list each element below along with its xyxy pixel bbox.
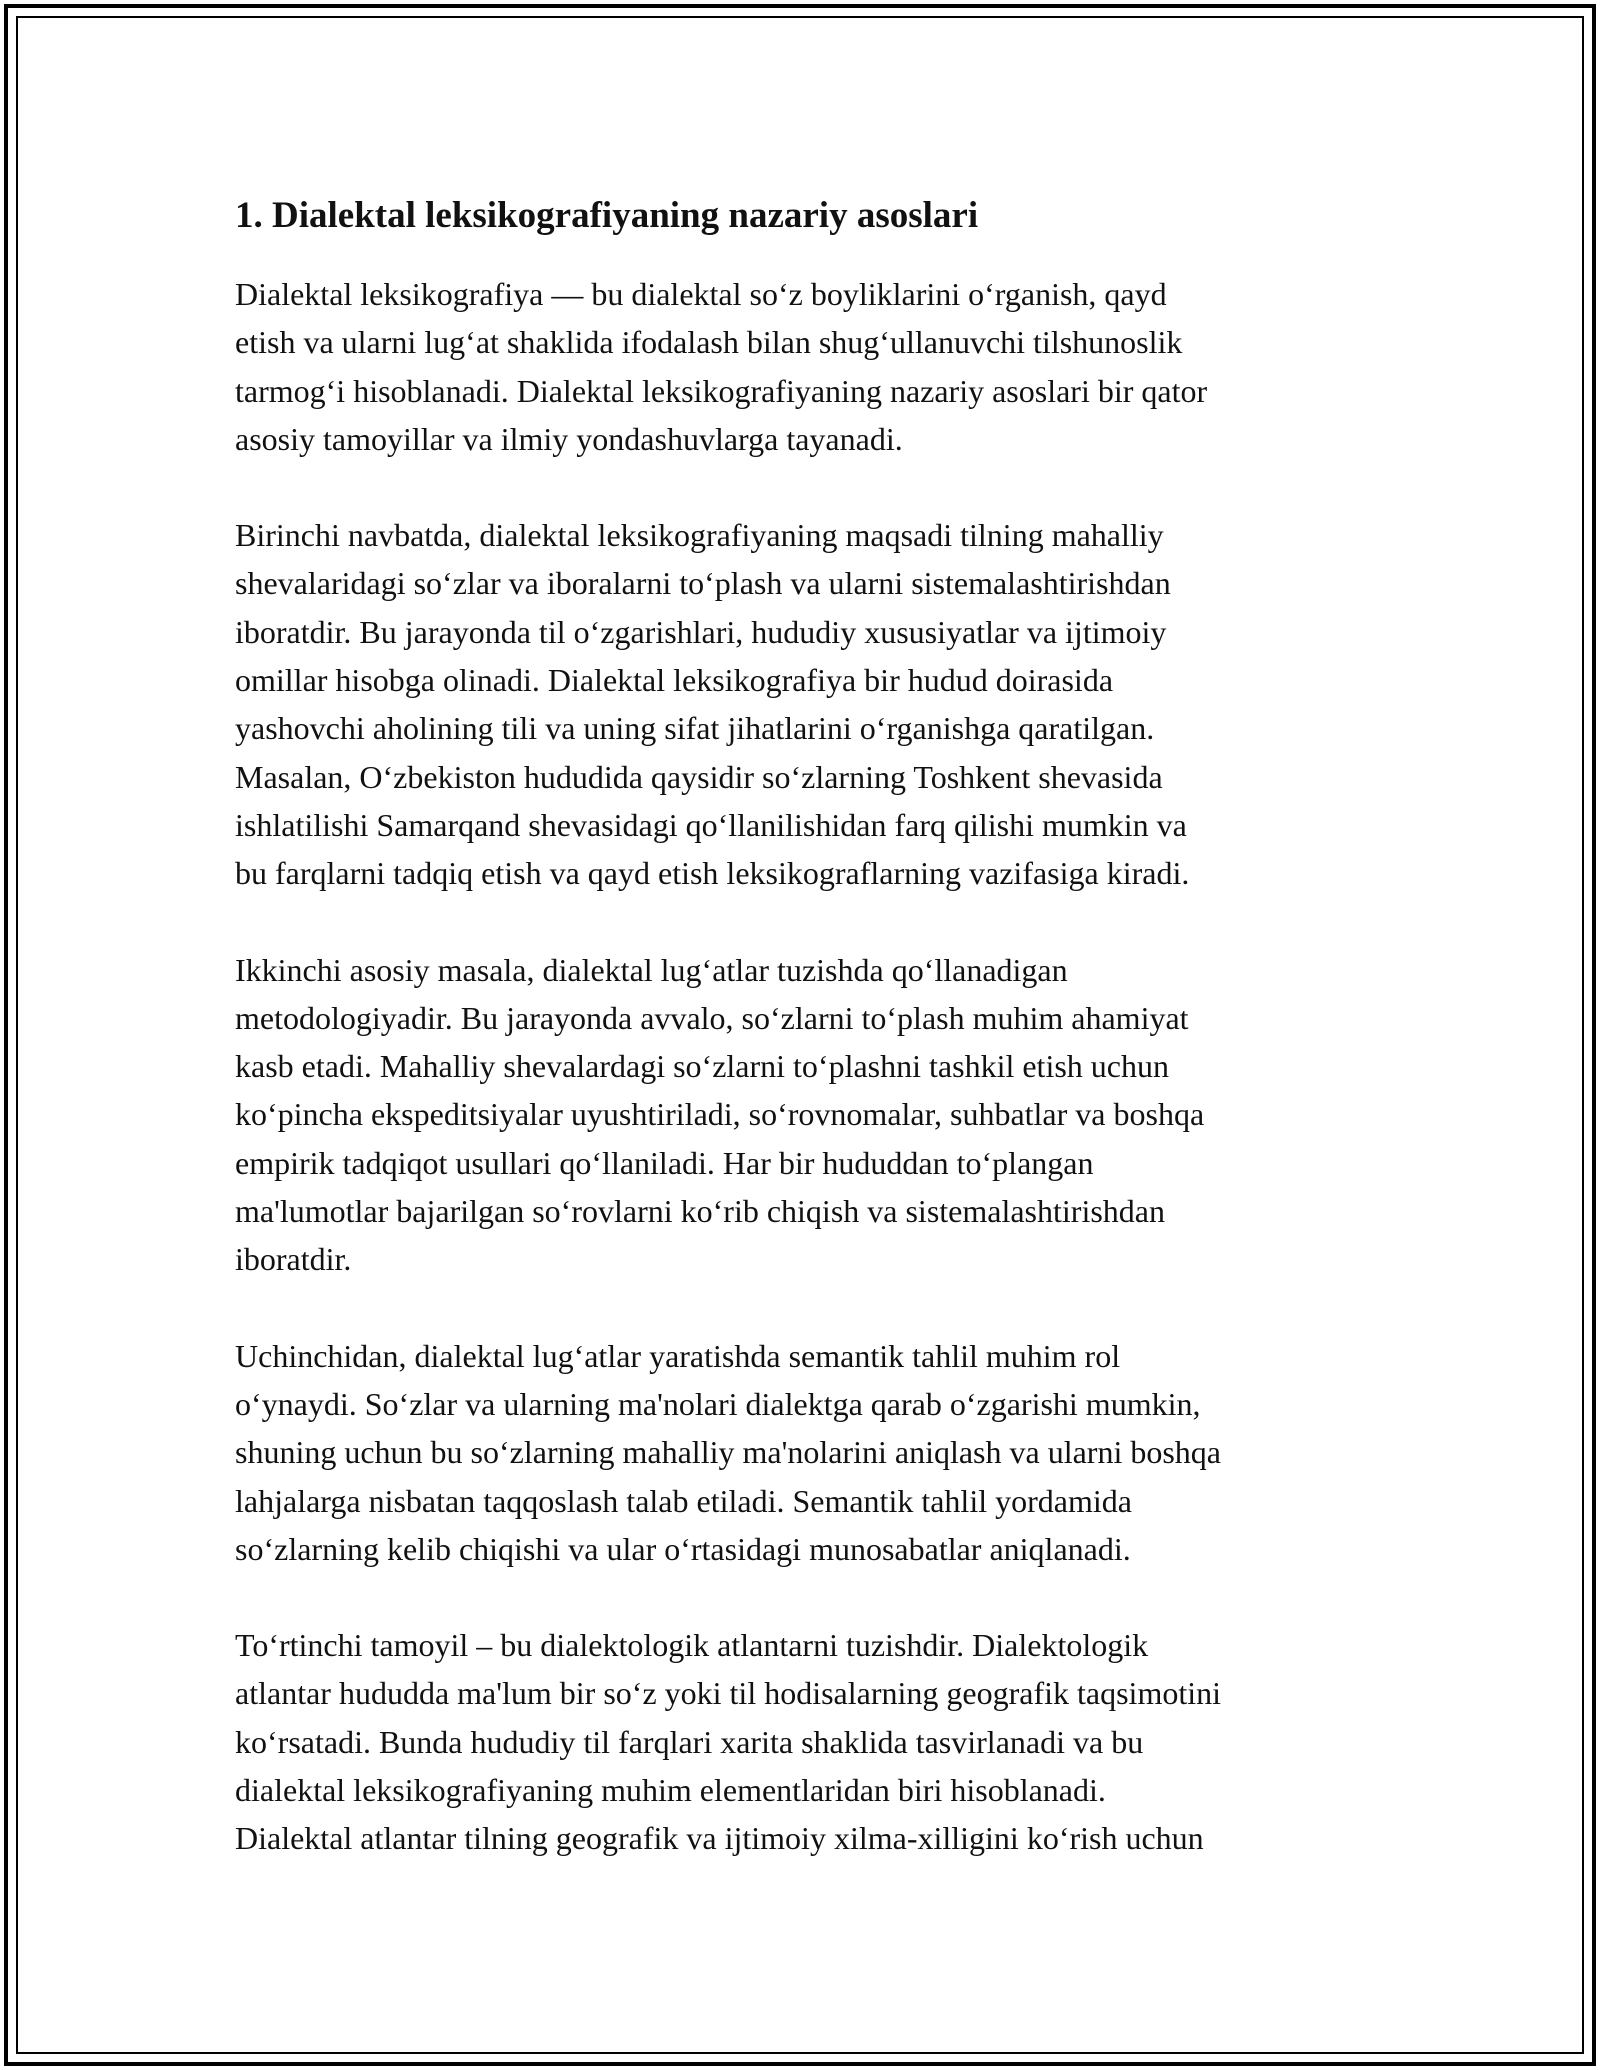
document-body bbox=[235, 190, 1395, 1911]
paragraph-3: Ikkinchi asosiy masala, dialektal lug‘atlar tuzishda qo‘llanadigan metodologiyadir. Bu jarayonda avvalo, so‘zlarni to‘plash muhim ahamiyat kasb etadi. Mahalliy shevalardagi so‘zlarni to‘plashni tashkil etish uchun ko‘pincha ekspeditsiyalar uyushtiriladi, so‘rovnomalar, suhbatlar va boshqa empirik tadqiqot usullari qo‘llaniladi. Har bir hududdan to‘plangan ma'lumotlar bajarilgan so‘rovlarni ko‘rib chiqish va sistemalashtirishdan iboratdir. bbox=[235, 951, 1205, 1278]
paragraph-1: Dialektal leksikografiya — bu dialektal so‘z boyliklarini o‘rganish, qayd etish va ularni lug‘at shaklida ifodalash bilan shug‘ullanuvchi tilshunoslik tarmog‘i hisoblanadi. Dialektal leksikografiyaning nazariy asoslari bir qator asosiy tamoyillar va ilmiy yondashuvlarga tayanadi. bbox=[235, 276, 1208, 457]
paragraph-5: To‘rtinchi tamoyil – bu dialektologik atlantarni tuzishdir. Dialektologik atlantar hududda ma'lum bir so‘z yoki til hodisalarning geografik taqsimotini ko‘rsatadi. Bunda hududiy til farqlari xarita shaklida tasvirlanadi va bu dialektal leksikografiyaning muhim elementlaridan biri hisoblanadi. Dialektal atlantar tilning geografik va ijtimoiy xilma-xilligini ko‘rish uchun bbox=[235, 1627, 1221, 1857]
paragraph-4: Uchinchidan, dialektal lug‘atlar yaratishda semantik tahlil muhim rol o‘ynaydi. So‘zlar va ularning ma'nolari dialektga qarab o‘zgarishi mumkin, shuning uchun bu so‘zlarning mahalliy ma'nolarini aniqlash va ularni boshqa lahjalarga nisbatan taqqoslash talab etiladi. Semantik tahlil yordamida so‘zlarning kelib chiqishi va ular o‘rtasidagi munosabatlar aniqlanadi. bbox=[235, 1337, 1221, 1567]
paragraph-2: Birinchi navbatda, dialektal leksikografiyaning maqsadi tilning mahalliy shevalaridagi so‘zlar va iboralarni to‘plash va ularni sistemalashtirishdan iboratdir. Bu jarayonda til o‘zgarishlari, hududiy xususiyatlar va ijtimoiy omillar hisobga olinadi. Dialektal leksikografiya bir hudud doirasida yashovchi aholining tili va uning sifat jihatlarini o‘rganishga qaratilgan. Masalan, O‘zbekiston hududida qaysidir so‘zlarning Toshkent shevasida ishlatilishi Samarqand shevasidagi qo‘llanilishidan farq qilishi mumkin va bu farqlarni tadqiq etish va qayd etish leksikograflarning vazifasiga kiradi. bbox=[235, 517, 1190, 892]
section-heading: 1. Dialektal leksikografiyaning nazariy asoslari bbox=[235, 195, 979, 236]
